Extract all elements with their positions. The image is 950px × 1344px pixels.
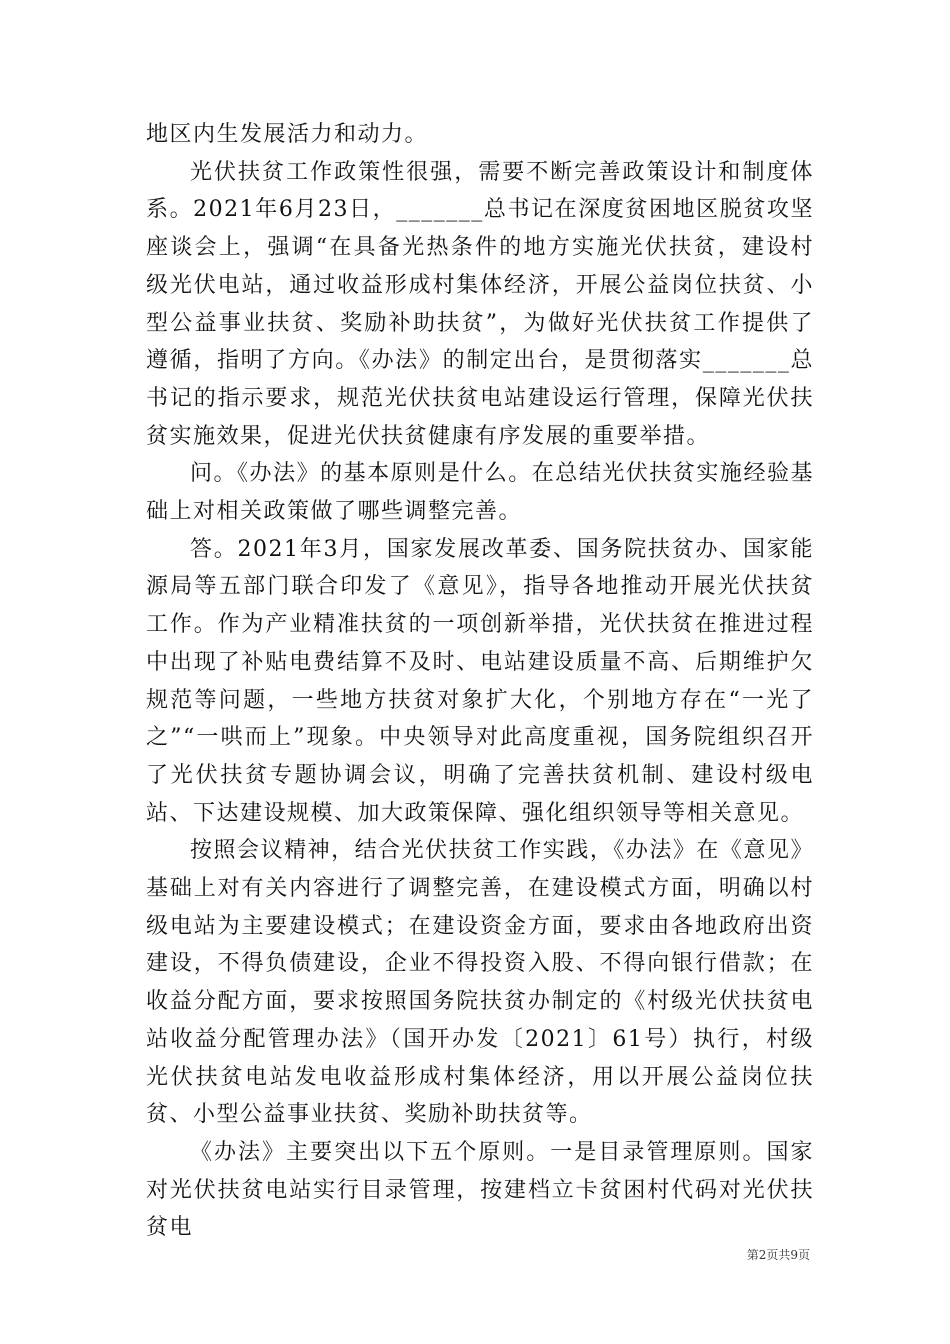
page-number-footer: 第2页共9页 — [746, 1248, 810, 1262]
paragraph-policy-background: 光伏扶贫工作政策性很强，需要不断完善政策设计和制度体系。2021年6月23日，_______总书记在深度贫困地区脱贫攻坚座谈会上，强调“在具备光热条件的地方实施光伏扶贫，建设村级光伏电站，通过收益形成村集体经济，开展公益岗位扶贫、小型公益事业扶贫、奖励补助扶贫”，为做好光伏扶贫工作提供了遵循，指明了方向。《办法》的制定出台，是贯彻落实_______总书记的指示要求，规范光伏扶贫电站建设运行管理，保障光伏扶贫实施效果，促进光伏扶贫健康有序发展的重要举措。 — [146, 159, 814, 449]
paragraph-question: 问。《办法》的基本原则是什么。在总结光伏扶贫实施经验基础上对相关政策做了哪些调整完善。 — [146, 461, 814, 525]
paragraph-adjustments: 按照会议精神，结合光伏扶贫工作实践，《办法》在《意见》基础上对有关内容进行了调整完善，在建设模式方面，明确以村级电站为主要建设模式；在建设资金方面，要求由各地政府出资建设，不得负债建设，企业不得投资入股、不得向银行借款；在收益分配方面，要求按照国务院扶贫办制定的《村级光伏扶贫电站收益分配管理办法》（国开办发〔2021〕61号）执行，村级光伏扶贫电站发电收益形成村集体经济，用以开展公益岗位扶贫、小型公益事业扶贫、奖励补助扶贫等。 — [146, 838, 814, 1128]
paragraph-answer: 答。2021年3月，国家发展改革委、国务院扶贫办、国家能源局等五部门联合印发了《意见》，指导各地推动开展光伏扶贫工作。作为产业精准扶贫的一项创新举措，光伏扶贫在推进过程中出现了补贴电费结算不及时、电站建设质量不高、后期维护欠规范等问题，一些地方扶贫对象扩大化，个别地方存在“一光了之”“一哄而上”现象。中央领导对此高度重视，国务院组织召开了光伏扶贫专题协调会议，明确了完善扶贫机制、建设村级电站、下达建设规模、加大政策保障、强化组织领导等相关意见。 — [146, 536, 814, 826]
paragraph-principles: 《办法》主要突出以下五个原则。一是目录管理原则。国家对光伏扶贫电站实行目录管理，按建档立卡贫困村代码对光伏扶贫电 — [146, 1139, 814, 1241]
paragraph-continuation: 地区内生发展活力和动力。 — [146, 122, 429, 147]
body-text — [146, 116, 814, 1247]
